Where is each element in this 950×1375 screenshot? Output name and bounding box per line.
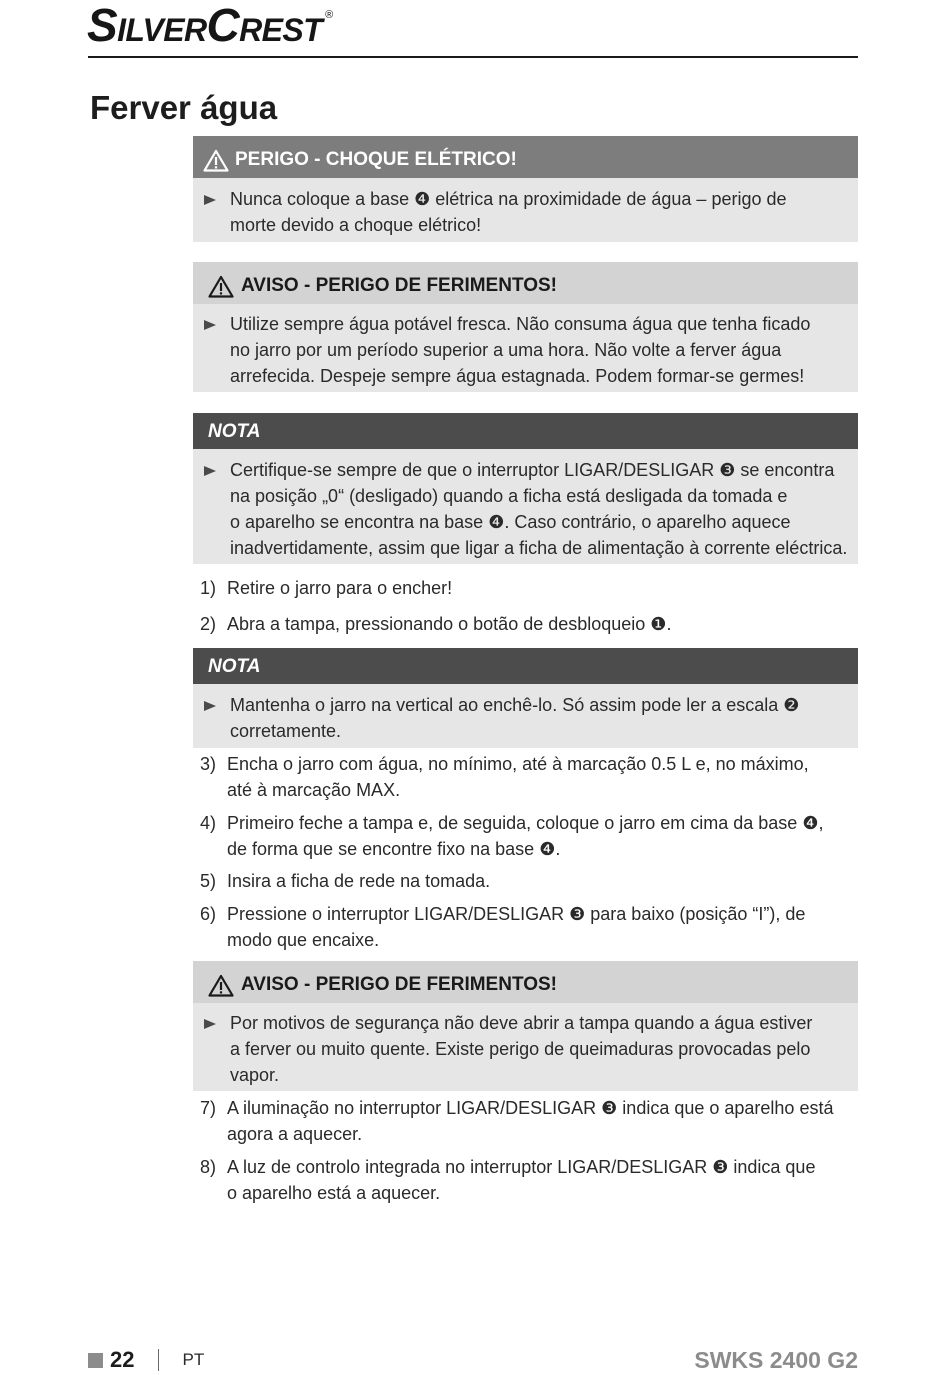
step-3: [200, 751, 858, 803]
list-item: [230, 186, 858, 238]
note-box-body: [193, 684, 858, 748]
danger-box-heading: PERIGO - CHOQUE ELÉTRICO!: [235, 149, 517, 170]
list-item: [230, 457, 858, 561]
note-box-heading: NOTA: [208, 655, 261, 677]
footer-divider: [158, 1349, 159, 1371]
step-6: [200, 901, 858, 953]
step-8: [200, 1154, 858, 1206]
note-box: [193, 413, 858, 564]
step-number: 6): [200, 904, 217, 924]
warning-box-header: [193, 961, 858, 1003]
warning-box-text: Por motivos de segurança não deve abrir a tampa quando a água estiver a ferver ou muito quente. Existe perigo de queimaduras provocadas pelo vapor.: [230, 1013, 813, 1085]
step-text: Retire o jarro para o encher!: [227, 578, 453, 598]
header-rule: [88, 56, 858, 58]
brand-logo: [87, 1, 333, 49]
danger-box-header: [193, 136, 858, 178]
list-item: [230, 311, 858, 389]
list-item: [230, 1010, 858, 1088]
step-number: 2): [200, 614, 217, 634]
danger-box-body: [193, 178, 858, 242]
step-7: [200, 1095, 858, 1147]
note-box-text: Certifique-se sempre de que o interruptor LIGAR/DESLIGAR ❸ se encontra na posição „0“ (desligado) quando a ficha está desligada da tomada e o aparelho se encontra na base ❹. Caso contrário, o aparelho aquece inadvertidamente, assim que ligar a ficha de alimentação à corrente eléctrica.: [230, 460, 848, 558]
warning-box-header: [193, 262, 858, 304]
page-marker-square-icon: [88, 1353, 103, 1368]
list-item: [230, 692, 858, 744]
note-box: [193, 648, 858, 748]
danger-box: [193, 136, 858, 242]
warning-box-text: Utilize sempre água potável fresca. Não consuma água que tenha ficado no jarro por um período superior a uma hora. Não volte a ferver água arrefecida. Despeje sempre água estagnada. Podem formar-se germes!: [230, 314, 811, 386]
registered-trademark-mark: ®: [325, 9, 334, 21]
brand-logo-text: SilverCrest: [87, 0, 323, 51]
warning-box: [193, 262, 858, 392]
note-box-header: [193, 413, 858, 449]
step-5: [200, 868, 858, 894]
bullet-arrow-icon: [204, 195, 216, 205]
note-box-text: Mantenha o jarro na vertical ao enchê-lo. Só assim pode ler a escala ❷ corretamente.: [230, 695, 800, 741]
language-code: PT: [182, 1350, 205, 1369]
note-box-header: [193, 648, 858, 684]
step-text: Primeiro feche a tampa e, de seguida, coloque o jarro em cima da base ❹, de forma que se encontre fixo na base ❹.: [227, 813, 824, 859]
note-box-heading: NOTA: [208, 420, 261, 442]
step-text: Abra a tampa, pressionando o botão de desbloqueio ❶.: [227, 614, 672, 634]
step-number: 7): [200, 1098, 217, 1118]
step-number: 8): [200, 1157, 217, 1177]
warning-triangle-icon: [208, 275, 234, 298]
bullet-arrow-icon: [204, 1019, 216, 1029]
step-text: A iluminação no interruptor LIGAR/DESLIGAR ❸ indica que o aparelho está agora a aquecer.: [227, 1098, 834, 1144]
warning-box: [193, 961, 858, 1091]
model-number: SWKS 2400 G2: [694, 1347, 858, 1373]
warning-box-body: [193, 1003, 858, 1091]
warning-box-heading: AVISO - PERIGO DE FERIMENTOS!: [241, 974, 557, 995]
step-number: 4): [200, 813, 217, 833]
step-text: Insira a ficha de rede na tomada.: [227, 871, 491, 891]
step-text: A luz de controlo integrada no interruptor LIGAR/DESLIGAR ❸ indica que o aparelho está a aquecer.: [227, 1157, 816, 1203]
step-4: [200, 810, 858, 862]
page-footer: [88, 1346, 858, 1374]
page-number: 22: [110, 1347, 135, 1372]
warning-triangle-icon: [208, 974, 234, 997]
danger-box-text: Nunca coloque a base ❹ elétrica na proximidade de água – perigo de morte devido a choque elétrico!: [230, 189, 787, 235]
step-number: 3): [200, 754, 217, 774]
step-text: Pressione o interruptor LIGAR/DESLIGAR ❸ para baixo (posição “I”), de modo que encaixe.: [227, 904, 806, 950]
bullet-arrow-icon: [204, 466, 216, 476]
step-number: 1): [200, 578, 217, 598]
step-2: [200, 611, 858, 637]
bullet-arrow-icon: [204, 320, 216, 330]
bullet-arrow-icon: [204, 701, 216, 711]
warning-box-heading: AVISO - PERIGO DE FERIMENTOS!: [241, 275, 557, 296]
warning-triangle-icon: [203, 149, 229, 172]
step-text: Encha o jarro com água, no mínimo, até à marcação 0.5 L e, no máximo, até à marcação MAX.: [227, 754, 809, 800]
step-1: [200, 575, 858, 601]
note-box-body: [193, 449, 858, 564]
page-title: Ferver água: [90, 89, 278, 126]
warning-box-body: [193, 304, 858, 392]
step-number: 5): [200, 871, 217, 891]
